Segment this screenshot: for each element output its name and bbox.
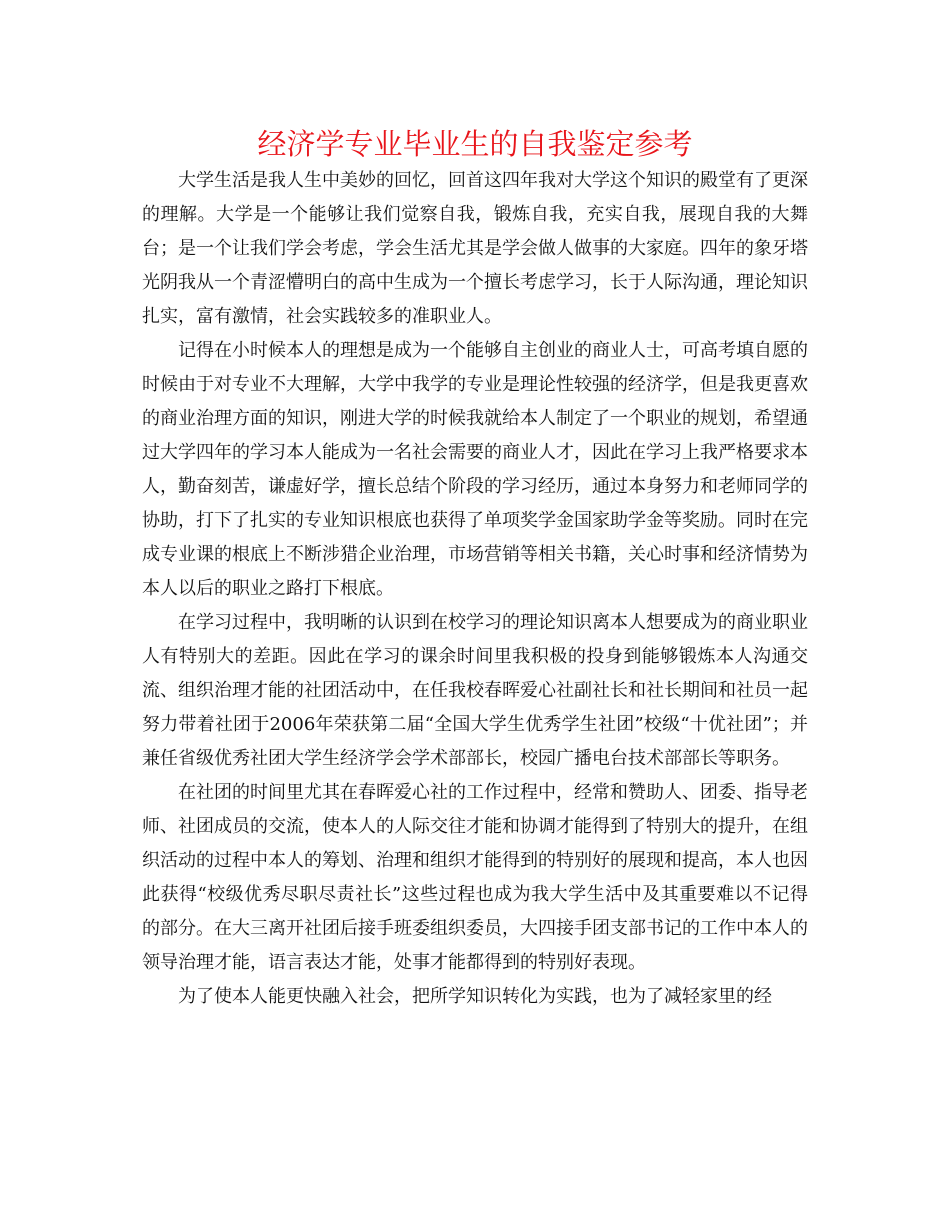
paragraph-4: 在社团的时间里尤其在春晖爱心社的工作过程中，经常和赞助人、团委、指导老师、社团成员的交流，使本人的人际交往才能和协调才能得到了特别大的提升，在组织活动的过程中本人的筹划、治理和组织才能得到的特别好的展现和提高，本人也因此获得“校级优秀尽职尽责社长”这些过程也成为我大学生活中及其重要难以不记得的部分。在大三离开社团后接手班委组织委员，大四接手团支部书记的工作中本人的领导治理才能，语言表达才能，处事才能都得到的特别好表现。 [142, 782, 808, 973]
paragraph-1: 大学生活是我人生中美妙的回忆，回首这四年我对大学这个知识的殿堂有了更深的理解。大学是一个能够让我们觉察自我，锻炼自我，充实自我，展现自我的大舞台；是一个让我们学会考虑，学会生活尤其是学会做人做事的大家庭。四年的象牙塔光阴我从一个青涩懵明白的高中生成为一个擅长考虑学习，长于人际沟通，理论知识扎实，富有激情，社会实践较多的准职业人。 [142, 170, 808, 327]
paragraph-3: 在学习过程中，我明晰的认识到在校学习的理论知识离本人想要成为的商业职业人有特别大的差距。因此在学习的课余时间里我积极的投身到能够锻炼本人沟通交流、组织治理才能的社团活动中，在任我校春晖爱心社副社长和社长期间和社员一起努力带着社团于2006年荣获第二届“全国大学生优秀学生社团”校级“十优社团”；并兼任省级优秀社团大学生经济学会学术部部长，校园广播电台技术部部长等职务。 [142, 612, 808, 769]
paragraph-2: 记得在小时候本人的理想是成为一个能够自主创业的商业人士，可高考填自愿的时候由于对专业不大理解，大学中我学的专业是理论性较强的经济学，但是我更喜欢的商业治理方面的知识，刚进大学的时候我就给本人制定了一个职业的规划，希望通过大学四年的学习本人能成为一名社会需要的商业人才，因此在学习上我严格要求本人，勤奋刻苦，谦虚好学，擅长总结个阶段的学习经历，通过本身努力和老师同学的协助，打下了扎实的专业知识根底也获得了单项奖学金国家助学金等奖励。同时在完成专业课的根底上不断涉猎企业治理，市场营销等相关书籍，关心时事和经济情势为本人以后的职业之路打下根底。 [142, 340, 808, 599]
document-body [142, 164, 808, 1014]
document-title: 经济学专业毕业生的自我鉴定参考 [257, 127, 693, 161]
paragraph-5: 为了使本人能更快融入社会，把所学知识转化为实践，也为了减轻家里的经 [178, 986, 772, 1007]
